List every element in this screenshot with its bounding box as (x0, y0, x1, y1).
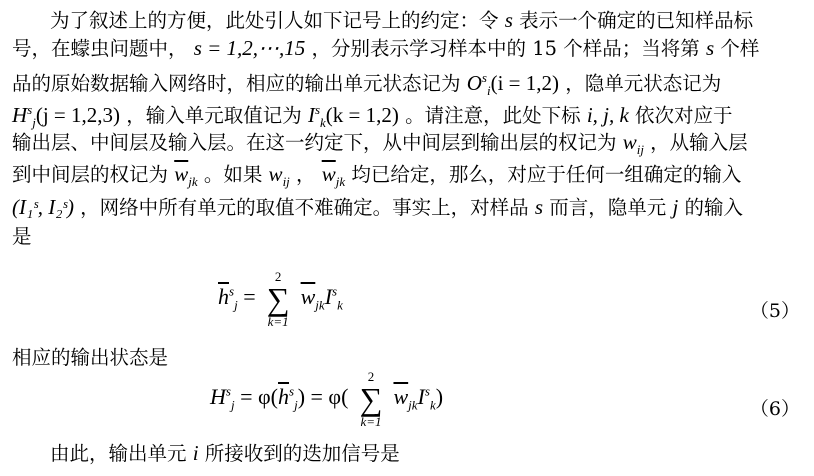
text: 个样 (720, 37, 760, 60)
text-line-5 (12, 130, 802, 162)
text: ，网络中所有单元的取值不难确定。事实上，对样品 (80, 196, 529, 219)
text: 均已给定，那么，对应于任何一组确定的输入 (351, 163, 742, 186)
text-line-2 (12, 36, 802, 61)
symbol-j: j (672, 195, 679, 219)
text: ，分别表示学习样本中的 15 个样品；当将第 (311, 37, 700, 60)
equation-5: $\overline{h}^s_j$ = 2 ∑ k=1 $\overline{w}_{jk}I^s_k$ (218, 269, 343, 329)
text: 相应的输出状态是 (12, 346, 169, 369)
text: ，从输入层 (650, 131, 748, 154)
text: 到中间层的权记为 (12, 163, 169, 186)
formula-wij: $w_{ij}$ (268, 162, 290, 190)
symbol-s: s (705, 36, 715, 60)
text-line-last (50, 441, 802, 466)
text: 号，在蠓虫问题中， (12, 37, 188, 60)
text: 。请注意，此处下标 (405, 104, 581, 127)
sum-symbol: 2 ∑ k=1 (266, 269, 290, 329)
formula-ijk: i, j, k (586, 103, 629, 127)
text: 由此，输出单元 (50, 442, 187, 465)
formula-O: $O^s_i(i = 1,2)$ (466, 70, 559, 99)
text: 而言，隐单元 (549, 196, 667, 219)
text: 品的原始数据输入网络时，相应的输出单元状态记为 (12, 72, 461, 95)
text-line-7 (12, 195, 802, 220)
symbol-s: s (534, 195, 544, 219)
text-line-6 (12, 162, 802, 194)
text: ，隐单元状态记为 (565, 72, 722, 95)
formula-wbar-jk: $\overline{w}_{jk}$ (321, 162, 346, 190)
equation-6: $H^s_j = \varphi(\overline{h}^s_j) = \varphi$( 2 ∑ k=1 $\overline{w}_{jk}I^s_k$) (210, 369, 444, 429)
sum-symbol: 2 ∑ k=1 (359, 369, 383, 429)
text: 为了叙述上的方便，此处引人如下记号上的约定：令 (50, 9, 499, 32)
formula-s-range: s = 1,2,⋯,15 (193, 36, 306, 60)
text: ，输入单元取值记为 (126, 104, 302, 127)
symbol-i: i (192, 441, 199, 465)
text-line-output-state (12, 346, 802, 370)
text: 依次对应于 (635, 104, 733, 127)
symbol-s: s (504, 8, 513, 32)
equation-number-5: （5） (749, 300, 800, 322)
formula-I: $I^s_k(k = 1,2)$ (307, 102, 399, 131)
text: 是 (12, 225, 32, 248)
formula-wbar-jk: $\overline{w}_{jk}$ (174, 162, 198, 190)
text: 输出层、中间层及输入层。在这一约定下，从中间层到输出层的权记为 (12, 131, 617, 154)
formula-wij: $w_{ij}$ (622, 130, 644, 158)
equation-number-6: （6） (749, 398, 800, 420)
text-line-1 (50, 8, 802, 33)
formula-input-pair: (I₁ˢ, I₂ˢ) (12, 195, 74, 219)
text: 所接收到的迭加信号是 (204, 442, 400, 465)
text: 表示一个确定的已知样品标 (519, 9, 754, 32)
text: ， (296, 163, 316, 186)
formula-H: $H^s_j(j = 1,2,3)$ (12, 102, 121, 131)
text: 的输入 (684, 196, 744, 219)
text-line-8 (12, 225, 802, 249)
text: 。如果 (203, 163, 263, 186)
